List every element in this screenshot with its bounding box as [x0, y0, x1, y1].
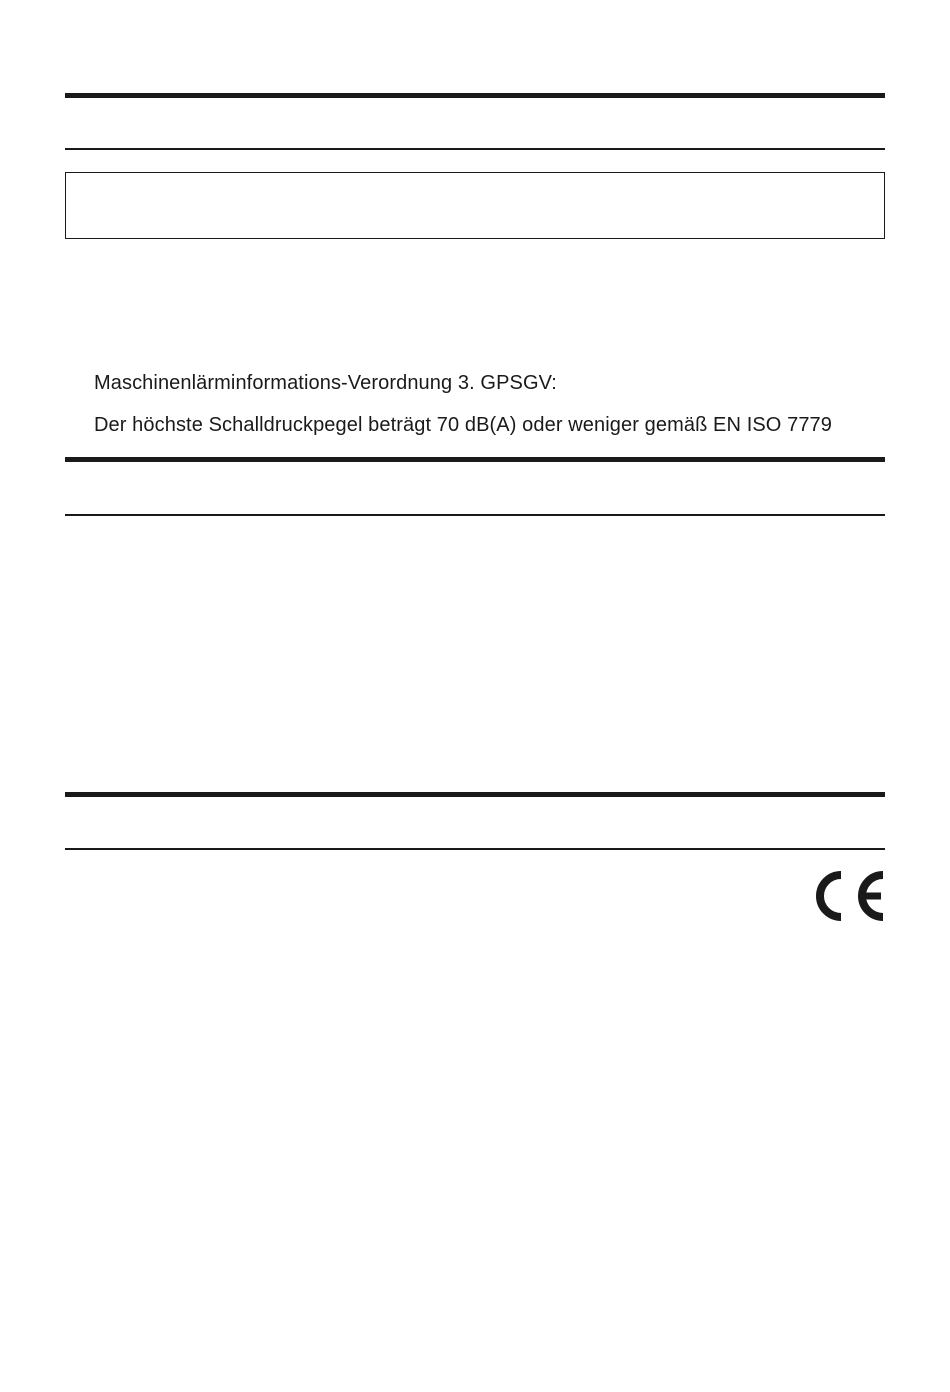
section-3-bottom-rule: [65, 848, 885, 850]
noise-regulation-title: Maschinenlärminformations-Verordnung 3. GPSGV:: [94, 372, 557, 394]
section-2-bottom-rule: [65, 514, 885, 516]
section-1-top-rule: [65, 93, 885, 98]
empty-notice-box: [65, 172, 885, 239]
section-2-top-rule: [65, 457, 885, 462]
ce-mark-icon: [813, 870, 887, 922]
section-3-top-rule: [65, 792, 885, 797]
noise-regulation-statement: Der höchste Schalldruckpegel beträgt 70 dB(A) oder weniger gemäß EN ISO 7779: [94, 414, 832, 436]
section-1-bottom-rule: [65, 148, 885, 150]
